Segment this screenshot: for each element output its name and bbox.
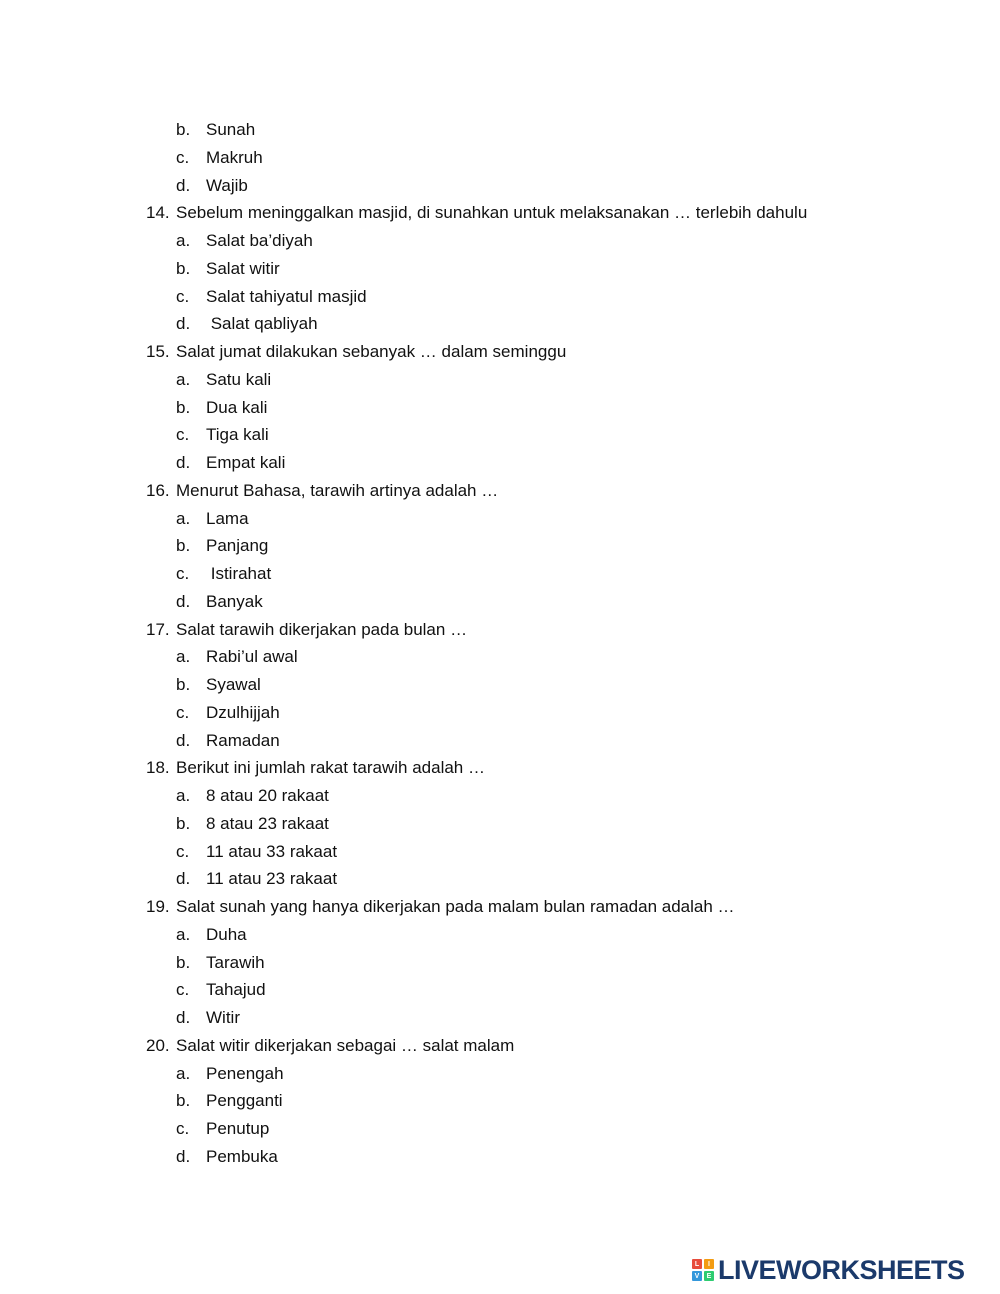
question-text: Salat jumat dilakukan sebanyak … dalam seminggu xyxy=(176,342,567,361)
option-text: 8 atau 20 rakaat xyxy=(206,786,329,805)
question-line xyxy=(0,477,1000,505)
question-number: 15. xyxy=(146,342,170,361)
option-text: Tahajud xyxy=(206,980,266,1000)
question-line xyxy=(0,893,1000,921)
option-text: Satu kali xyxy=(206,369,272,389)
option-text: Dzulhijjah xyxy=(206,702,280,722)
question-text: Salat sunah yang hanya dikerjakan pada malam bulan ramadan adalah … xyxy=(176,897,735,916)
answer-option xyxy=(0,283,1000,311)
answer-option xyxy=(0,255,1000,283)
logo-tile: I xyxy=(704,1259,714,1269)
answer-option xyxy=(0,394,1000,422)
answer-option xyxy=(0,505,1000,533)
option-letter: c. xyxy=(176,980,190,1000)
option-text: Penutup xyxy=(206,1119,270,1138)
answer-option xyxy=(0,1143,1000,1171)
option-text: Salat qabliyah xyxy=(206,314,318,334)
answer-option xyxy=(0,227,1000,255)
answer-option xyxy=(0,310,1000,338)
question-text: Berikut ini jumlah rakat tarawih adalah … xyxy=(176,758,485,778)
answer-option xyxy=(0,116,1000,144)
question-number: 16. xyxy=(146,480,170,500)
option-letter: b. xyxy=(176,258,191,278)
answer-option xyxy=(0,838,1000,866)
question-line xyxy=(0,754,1000,782)
option-letter: a. xyxy=(176,647,191,667)
question-text: Menurut Bahasa, tarawih artinya adalah … xyxy=(176,480,499,500)
question-line xyxy=(0,616,1000,644)
option-text: Empat kali xyxy=(206,453,286,472)
option-letter: b. xyxy=(176,397,191,417)
option-letter: d. xyxy=(176,591,191,611)
option-text: Salat witir xyxy=(206,258,280,278)
question-number: 14. xyxy=(146,203,170,223)
option-text: Dua kali xyxy=(206,397,268,417)
answer-option xyxy=(0,810,1000,838)
option-text: Lama xyxy=(206,508,249,528)
question-text: Sebelum meninggalkan masjid, di sunahkan untuk melaksanakan … terlebih dahulu xyxy=(176,203,808,223)
option-text: Panjang xyxy=(206,536,269,556)
answer-option xyxy=(0,1004,1000,1032)
option-text: Rabi’ul awal xyxy=(206,647,298,667)
answer-option xyxy=(0,1060,1000,1088)
option-letter: b. xyxy=(176,536,191,556)
option-text: Sunah xyxy=(206,120,256,139)
question-number: 18. xyxy=(146,758,170,778)
option-letter: d. xyxy=(176,1008,191,1027)
option-letter: b. xyxy=(176,1091,191,1111)
answer-option xyxy=(0,449,1000,477)
option-letter: d. xyxy=(176,730,191,750)
option-letter: c. xyxy=(176,286,190,306)
option-letter: a. xyxy=(176,369,191,389)
logo-tile: V xyxy=(692,1271,702,1281)
question-text: Salat witir dikerjakan sebagai … salat malam xyxy=(176,1035,515,1055)
option-text: Tarawih xyxy=(206,952,265,972)
option-letter: a. xyxy=(176,924,191,944)
option-text: Pembuka xyxy=(206,1146,278,1166)
option-letter: d. xyxy=(176,175,191,195)
worksheet-content xyxy=(0,116,1000,1171)
question-number: 19. xyxy=(146,897,170,916)
question-text: Salat tarawih dikerjakan pada bulan … xyxy=(176,619,468,639)
option-text: 11 atau 23 rakaat xyxy=(206,869,338,889)
option-text: 11 atau 33 rakaat xyxy=(206,841,338,861)
option-letter: b. xyxy=(176,675,191,694)
liveworksheets-logo xyxy=(692,1255,965,1285)
answer-option xyxy=(0,671,1000,699)
option-letter: d. xyxy=(176,869,191,889)
question-number: 20. xyxy=(146,1035,170,1055)
option-letter: a. xyxy=(176,786,191,805)
option-letter: a. xyxy=(176,1063,191,1083)
option-text: Pengganti xyxy=(206,1091,283,1111)
answer-option xyxy=(0,532,1000,560)
answer-option xyxy=(0,588,1000,616)
option-letter: c. xyxy=(176,841,190,861)
answer-option xyxy=(0,421,1000,449)
logo-tile: L xyxy=(692,1259,702,1269)
answer-option xyxy=(0,1115,1000,1143)
answer-option xyxy=(0,727,1000,755)
option-letter: b. xyxy=(176,813,191,833)
option-letter: c. xyxy=(176,702,190,722)
answer-option xyxy=(0,699,1000,727)
answer-option xyxy=(0,782,1000,810)
question-line xyxy=(0,338,1000,366)
option-text: Wajib xyxy=(206,175,248,195)
option-text: Salat ba’diyah xyxy=(206,231,313,250)
answer-option xyxy=(0,172,1000,200)
option-letter: c. xyxy=(176,147,190,167)
logo-mark-icon xyxy=(692,1259,714,1281)
option-text: Penengah xyxy=(206,1063,284,1083)
option-text: 8 atau 23 rakaat xyxy=(206,813,329,833)
option-letter: d. xyxy=(176,1146,191,1166)
option-letter: b. xyxy=(176,952,191,972)
option-text: Syawal xyxy=(206,675,261,694)
option-letter: d. xyxy=(176,314,191,334)
option-text: Banyak xyxy=(206,591,263,611)
option-letter: c. xyxy=(176,425,190,445)
option-letter: b. xyxy=(176,120,191,139)
answer-option xyxy=(0,949,1000,977)
option-text: Salat tahiyatul masjid xyxy=(206,286,367,306)
logo-tile: E xyxy=(704,1271,714,1281)
answer-option xyxy=(0,976,1000,1004)
option-text: Makruh xyxy=(206,147,263,167)
option-text: Witir xyxy=(206,1008,240,1027)
option-letter: d. xyxy=(176,453,191,472)
option-letter: c. xyxy=(176,1119,190,1138)
logo-text: LIVEWORKSHEETS xyxy=(718,1254,965,1285)
option-text: Istirahat xyxy=(206,564,272,583)
answer-option xyxy=(0,921,1000,949)
answer-option xyxy=(0,144,1000,172)
option-letter: a. xyxy=(176,508,191,528)
answer-option xyxy=(0,865,1000,893)
question-line xyxy=(0,199,1000,227)
option-text: Duha xyxy=(206,924,247,944)
question-line xyxy=(0,1032,1000,1060)
answer-option xyxy=(0,1087,1000,1115)
question-number: 17. xyxy=(146,619,170,639)
option-letter: c. xyxy=(176,564,190,583)
answer-option xyxy=(0,366,1000,394)
option-text: Tiga kali xyxy=(206,425,269,445)
answer-option xyxy=(0,643,1000,671)
answer-option xyxy=(0,560,1000,588)
option-letter: a. xyxy=(176,231,191,250)
option-text: Ramadan xyxy=(206,730,280,750)
